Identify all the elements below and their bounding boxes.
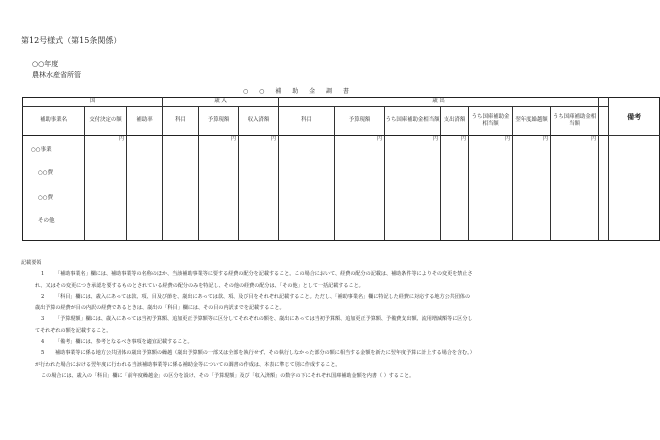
body-cell (279, 136, 335, 241)
body-cell (127, 136, 163, 241)
note-item (21, 337, 616, 348)
notes-heading: 記載要領 (21, 260, 42, 266)
body-cell (199, 136, 239, 241)
ministry-name: 農林水産省所管 (32, 71, 81, 79)
row-label: ○○費 (38, 170, 54, 176)
note-line: れ、又はその変更につき承認を要するものとされている経費の配分のみを特記し、その他の経費の配分は、「その他」として一括記載すること。 (35, 282, 364, 289)
col-carryover: 翌年度繰越額 (513, 107, 551, 136)
writing-instructions (21, 258, 616, 382)
col-bikou: 備考 (609, 98, 660, 136)
body-cell (163, 136, 199, 241)
body-cell (385, 136, 441, 241)
yen-unit: 円 (591, 136, 597, 142)
note-number: 5 (41, 350, 45, 357)
col-expend-budget: 予算現額 (335, 107, 385, 136)
note-line: が行われた場合における翌年度に行われる当該補助事業等に係る補助金等についての調書の作成は、本表に準じて別に作成すること。 (35, 361, 341, 368)
row-label: その他 (38, 218, 55, 224)
body-cell (469, 136, 513, 241)
col-revenue-received: 収入済額 (239, 107, 279, 136)
col-project-name: 補助事業名 (23, 107, 85, 136)
group-sainyu: 歳 入 (163, 98, 279, 107)
body-cell (239, 136, 279, 241)
note-number: 2 (41, 293, 45, 300)
col-grant-decision: 交付決定の額 (85, 107, 127, 136)
note-line: 「科目」欄には、歳入にあっては款、項、目及び節を、歳出にあっては款、項、及び目をそれぞれ記載すること。ただし、「補助事業名」欄に特記した経費に対応する地方公共団体の (55, 293, 471, 300)
col-expend-paid: 支出済額 (441, 107, 469, 136)
yen-unit: 円 (377, 136, 383, 142)
spacer-cell (599, 107, 609, 136)
col-revenue-budget: 予算現額 (199, 107, 239, 136)
yen-unit: 円 (433, 136, 439, 142)
yen-unit: 円 (461, 136, 467, 142)
body-cell (441, 136, 469, 241)
group-kuni: 国 (23, 98, 163, 107)
form-number: 第12号様式（第15条関係） (21, 36, 122, 45)
note-line: 歳出予算の経費が目の内訳の経費であるときは、歳出の「科目」欄には、その目の内訳までを記載すること。 (35, 305, 285, 312)
note-line: 「備考」欄には、参考となるべき事項を適宜記載すること。 (55, 339, 193, 346)
body-cell (85, 136, 127, 241)
yen-unit: 円 (271, 136, 277, 142)
group-saishutsu: 歳 出 (279, 98, 599, 107)
col-expend-paid-subsidy: うち国庫補助金相当額 (469, 107, 513, 136)
note-number: 1 (41, 271, 45, 278)
note-item (21, 314, 616, 337)
note-line: この場合には、歳入の「科目」欄に「前年度繰越金」の区分を設け、その「予算現額」及び「収入済額」の数字の下にそれぞれ国庫補助金額を内書（ ）すること。 (41, 372, 415, 379)
col-expend-item: 科目 (279, 107, 335, 136)
note-line: てそれぞれの額を記載すること。 (35, 327, 112, 334)
yen-unit: 円 (505, 136, 511, 142)
col-carryover-subsidy: うち国庫補助金相当額 (551, 107, 599, 136)
body-cell (335, 136, 385, 241)
col-expend-budget-subsidy: うち国庫補助金相当額 (385, 107, 441, 136)
col-revenue-item: 科目 (163, 107, 199, 136)
yen-unit: 円 (118, 136, 124, 142)
body-bikou-cell (609, 136, 660, 241)
note-line: 補助事業等に係る地方公共団体の歳出予算額の繰越（歳出予算額の一部又は全部を執行せず、その執行しなかった部分の額に相当する金額を新たに翌年度予算に計上する場合を含む。） (55, 350, 475, 357)
note-number: 3 (41, 316, 45, 323)
yen-unit: 円 (543, 136, 549, 142)
note-line: 「補助事業名」欄には、補助事業等の名称のほか、当該補助事業等に要する経費の配分を記載すること。この場合において、経費の配分の記載は、補助条件等によりその変更を禁止さ (55, 271, 473, 278)
subsidy-table (22, 97, 660, 241)
col-subsidy-rate: 補助率 (127, 107, 163, 136)
note-line: 「予算現額」欄には、歳入にあっては当初予算額、追加更正予算額等に区分してそれぞれの額を、歳出にあっては当初予算額、追加更正予算額、予備費支出額、流用増減額等に区分し (55, 316, 473, 323)
note-number: 4 (41, 339, 45, 346)
body-cell (513, 136, 551, 241)
yen-unit: 円 (231, 136, 237, 142)
fiscal-year: ○○年度 (32, 60, 59, 68)
body-cell (551, 136, 599, 241)
row-label: ○○事業 (31, 147, 52, 153)
spacer-cell (599, 136, 609, 241)
document-title: ○ ○ 補 助 金 調 書 (243, 88, 354, 95)
note-item (21, 292, 616, 315)
spacer-cell (599, 98, 609, 107)
row-label: ○○費 (38, 195, 54, 201)
note-item (21, 348, 616, 382)
note-item (21, 269, 616, 292)
